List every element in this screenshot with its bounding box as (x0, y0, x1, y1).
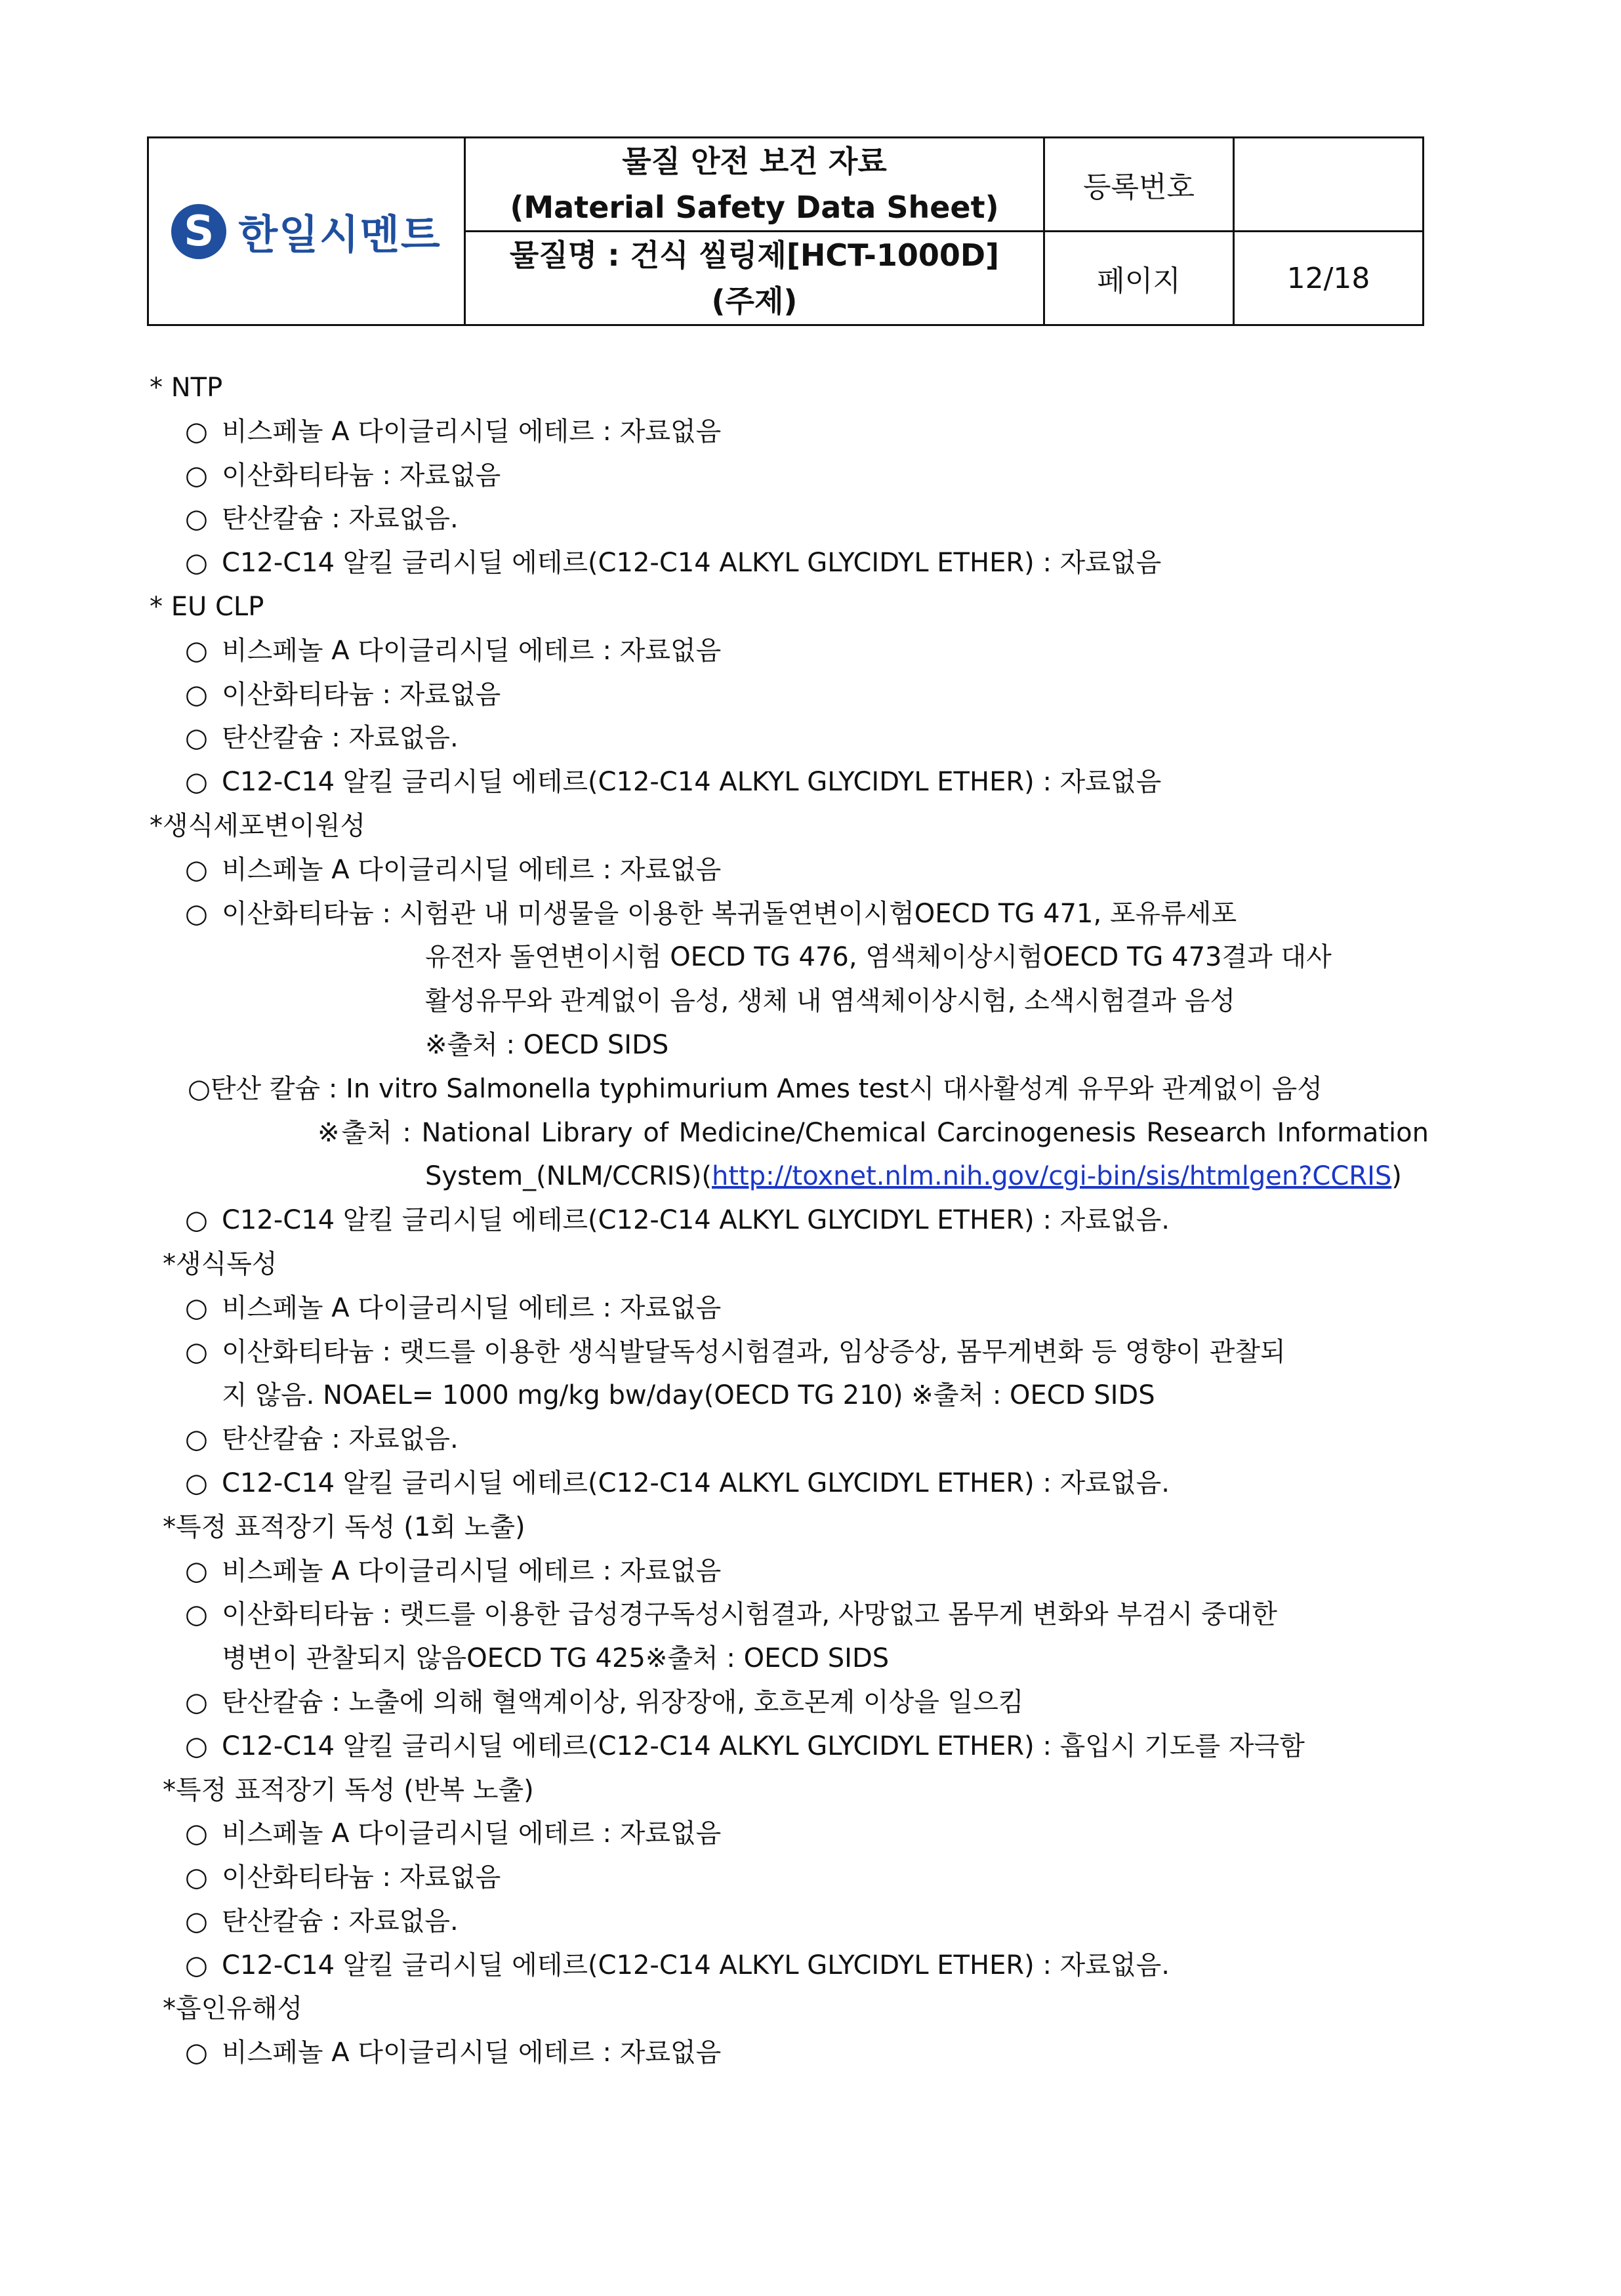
list-item (150, 1462, 1429, 1506)
document-title-korean: 물질 안전 보건 자료 (622, 144, 887, 179)
list-item-text: 비스페놀 A 다이글리시딜 에테르 : 자료없음 (222, 1555, 722, 1586)
bullet-icon: ○ (185, 2038, 208, 2068)
list-item (150, 1593, 1429, 1637)
source-prefix: System_(NLM/CCRIS)( (425, 1161, 712, 1192)
list-item-text: 탄산칼슘 : 자료없음. (222, 723, 459, 754)
list-item-text: C12-C14 알킬 글리시딜 에테르(C12-C14 ALKYL GLYCIDYL ETHER) : 자료없음 (222, 548, 1162, 579)
list-item (150, 1900, 1429, 1944)
list-item (150, 760, 1429, 804)
section-heading-reproductive-toxicity: *생식독성 (163, 1248, 277, 1279)
company-logo-cell (148, 138, 465, 325)
list-item-text: 비스페놀 A 다이글리시딜 에테르 : 자료없음 (222, 1818, 722, 1849)
list-item-text: 비스페놀 A 다이글리시딜 에테르 : 자료없음 (222, 1292, 722, 1323)
list-item-text: 탄산칼슘 : 자료없음. (222, 1424, 459, 1455)
bullet-icon: ○ (185, 1950, 208, 1980)
bullet-icon: ○ (185, 1731, 208, 1761)
section-heading-germ-cell-mutagenicity: *생식세포변이원성 (150, 810, 366, 841)
bullet-icon: ○ (185, 1292, 208, 1323)
document-body (150, 366, 1429, 2075)
list-item (150, 1812, 1429, 1856)
list-item-text: 탄산칼슘 : 자료없음. (222, 504, 459, 535)
product-name (465, 232, 1044, 325)
source-suffix: ) (1391, 1161, 1402, 1192)
list-item (150, 629, 1429, 673)
list-item (150, 541, 1429, 585)
list-item-text: 이산화티타늄 : 자료없음 (222, 679, 501, 710)
company-logo-text: 한일시멘트 (238, 211, 441, 258)
company-logo (171, 202, 441, 260)
list-item (150, 673, 1429, 717)
bullet-icon: ○ (185, 460, 208, 491)
bullet-icon: ○ (185, 1205, 208, 1236)
product-name-line1: 물질명 : 건식 씰링제[HCT-1000D] (509, 237, 1000, 273)
bullet-icon: ○ (185, 723, 208, 754)
list-item (150, 1330, 1429, 1374)
page-number: 12/18 (1234, 232, 1424, 325)
list-item-text: 비스페놀 A 다이글리시딜 에테르 : 자료없음 (222, 416, 722, 447)
list-item-text: C12-C14 알킬 글리시딜 에테르(C12-C14 ALKYL GLYCIDYL ETHER) : 자료없음. (222, 1467, 1170, 1498)
list-item-text: 탄산칼슘 : 자료없음. (222, 1906, 459, 1937)
source-note: ※출처 : OECD SIDS (425, 1029, 669, 1060)
list-item-text: 이산화티타늄 : 랫드를 이용한 급성경구독성시험결과, 사망없고 몸무게 변화와 부검시 중대한 (222, 1599, 1277, 1630)
bullet-icon: ○ (185, 898, 208, 929)
list-item-text: 이산화티타늄 : 자료없음 (222, 1862, 501, 1893)
ccris-link[interactable]: http://toxnet.nlm.nih.gov/cgi-bin/sis/htmlgen?CCRIS (712, 1161, 1392, 1192)
list-item (150, 1681, 1429, 1725)
section-heading-eu-clp: * EU CLP (150, 591, 264, 622)
list-item (150, 848, 1429, 892)
list-item-text: C12-C14 알킬 글리시딜 에테르(C12-C14 ALKYL GLYCIDYL ETHER) : 자료없음 (222, 767, 1162, 798)
section-heading-ntp: * NTP (150, 373, 223, 403)
list-item (150, 716, 1429, 760)
registration-label: 등록번호 (1044, 138, 1234, 232)
source-note: ※출처 : National Library of Medicine/Chemical Carcinogenesis Research Information (318, 1117, 1429, 1148)
list-item-continuation: 병변이 관찰되지 않음OECD TG 425※출처 : OECD SIDS (222, 1643, 890, 1674)
list-item-text: 이산화티타늄 : 랫드를 이용한 생식발달독성시험결과, 임상증상, 몸무게변화 등 영향이 관찰되 (222, 1336, 1286, 1367)
list-item (150, 497, 1429, 541)
bullet-icon: ○ (185, 635, 208, 666)
document-title-english: (Material Safety Data Sheet) (510, 190, 999, 225)
list-item (150, 2031, 1429, 2075)
list-item-continuation: 활성유무와 관계없이 음성, 생체 내 염색체이상시험, 소색시험결과 음성 (425, 986, 1235, 1017)
section-heading-aspiration-hazard: *흡인유해성 (163, 1994, 303, 2024)
bullet-icon: ○ (185, 1555, 208, 1586)
product-name-line2: (주제) (711, 283, 798, 319)
bullet-icon: ○ (185, 767, 208, 798)
list-item (150, 1199, 1429, 1242)
msds-header-table (147, 136, 1424, 326)
list-item-text: 이산화티타늄 : 시험관 내 미생물을 이용한 복귀돌연변이시험OECD TG 471, 포유류세포 (222, 898, 1237, 929)
list-item-continuation: 유전자 돌연변이시험 OECD TG 476, 염색체이상시험OECD TG 473결과 대사 (425, 942, 1332, 973)
list-item (150, 1286, 1429, 1330)
bullet-icon: ○ (185, 1424, 208, 1455)
bullet-icon: ○ (185, 1906, 208, 1937)
bullet-icon: ○ (185, 1599, 208, 1630)
list-item-text: C12-C14 알킬 글리시딜 에테르(C12-C14 ALKYL GLYCIDYL ETHER) : 흡입시 기도를 자극함 (222, 1731, 1305, 1761)
list-item: ○탄산 칼슘 : In vitro Salmonella typhimurium Ames test시 대사활성계 유무와 관계없이 음성 (188, 1073, 1323, 1104)
page-label: 페이지 (1044, 232, 1234, 325)
list-item (150, 454, 1429, 498)
list-item (150, 1549, 1429, 1593)
bullet-icon: ○ (185, 1336, 208, 1367)
list-item (150, 1725, 1429, 1769)
list-item-text: C12-C14 알킬 글리시딜 에테르(C12-C14 ALKYL GLYCIDYL ETHER) : 자료없음. (222, 1950, 1170, 1980)
bullet-icon: ○ (185, 1687, 208, 1717)
list-item-text: 비스페놀 A 다이글리시딜 에테르 : 자료없음 (222, 2038, 722, 2068)
document-title (465, 138, 1044, 232)
list-item-text: 탄산칼슘 : 노출에 의해 혈액계이상, 위장장애, 호흐몬계 이상을 일으킴 (222, 1687, 1024, 1717)
list-item-text: 비스페놀 A 다이글리시딜 에테르 : 자료없음 (222, 635, 722, 666)
list-item (150, 1944, 1429, 1988)
list-item-continuation: 지 않음. NOAEL= 1000 mg/kg bw/day(OECD TG 210) ※출처 : OECD SIDS (222, 1380, 1155, 1411)
section-heading-stot-single: *특정 표적장기 독성 (1회 노출) (163, 1511, 525, 1542)
list-item (150, 1856, 1429, 1900)
bullet-icon: ○ (185, 679, 208, 710)
bullet-icon: ○ (185, 1818, 208, 1849)
list-item (150, 1418, 1429, 1462)
list-item-text: 비스페놀 A 다이글리시딜 에테르 : 자료없음 (222, 854, 722, 885)
section-heading-stot-repeated: *특정 표적장기 독성 (반복 노출) (163, 1774, 534, 1805)
bullet-icon: ○ (185, 1467, 208, 1498)
bullet-icon: ○ (185, 854, 208, 885)
bullet-icon: ○ (185, 548, 208, 579)
list-item-text: 이산화티타늄 : 자료없음 (222, 460, 501, 491)
bullet-icon: ○ (185, 504, 208, 535)
bullet-icon: ○ (185, 416, 208, 447)
company-s-icon: S (171, 204, 226, 259)
list-item (150, 410, 1429, 454)
list-item (150, 892, 1429, 936)
list-item-text: C12-C14 알킬 글리시딜 에테르(C12-C14 ALKYL GLYCIDYL ETHER) : 자료없음. (222, 1205, 1170, 1236)
registration-value (1234, 138, 1424, 232)
source-note-continuation (150, 1155, 1429, 1199)
bullet-icon: ○ (185, 1862, 208, 1893)
